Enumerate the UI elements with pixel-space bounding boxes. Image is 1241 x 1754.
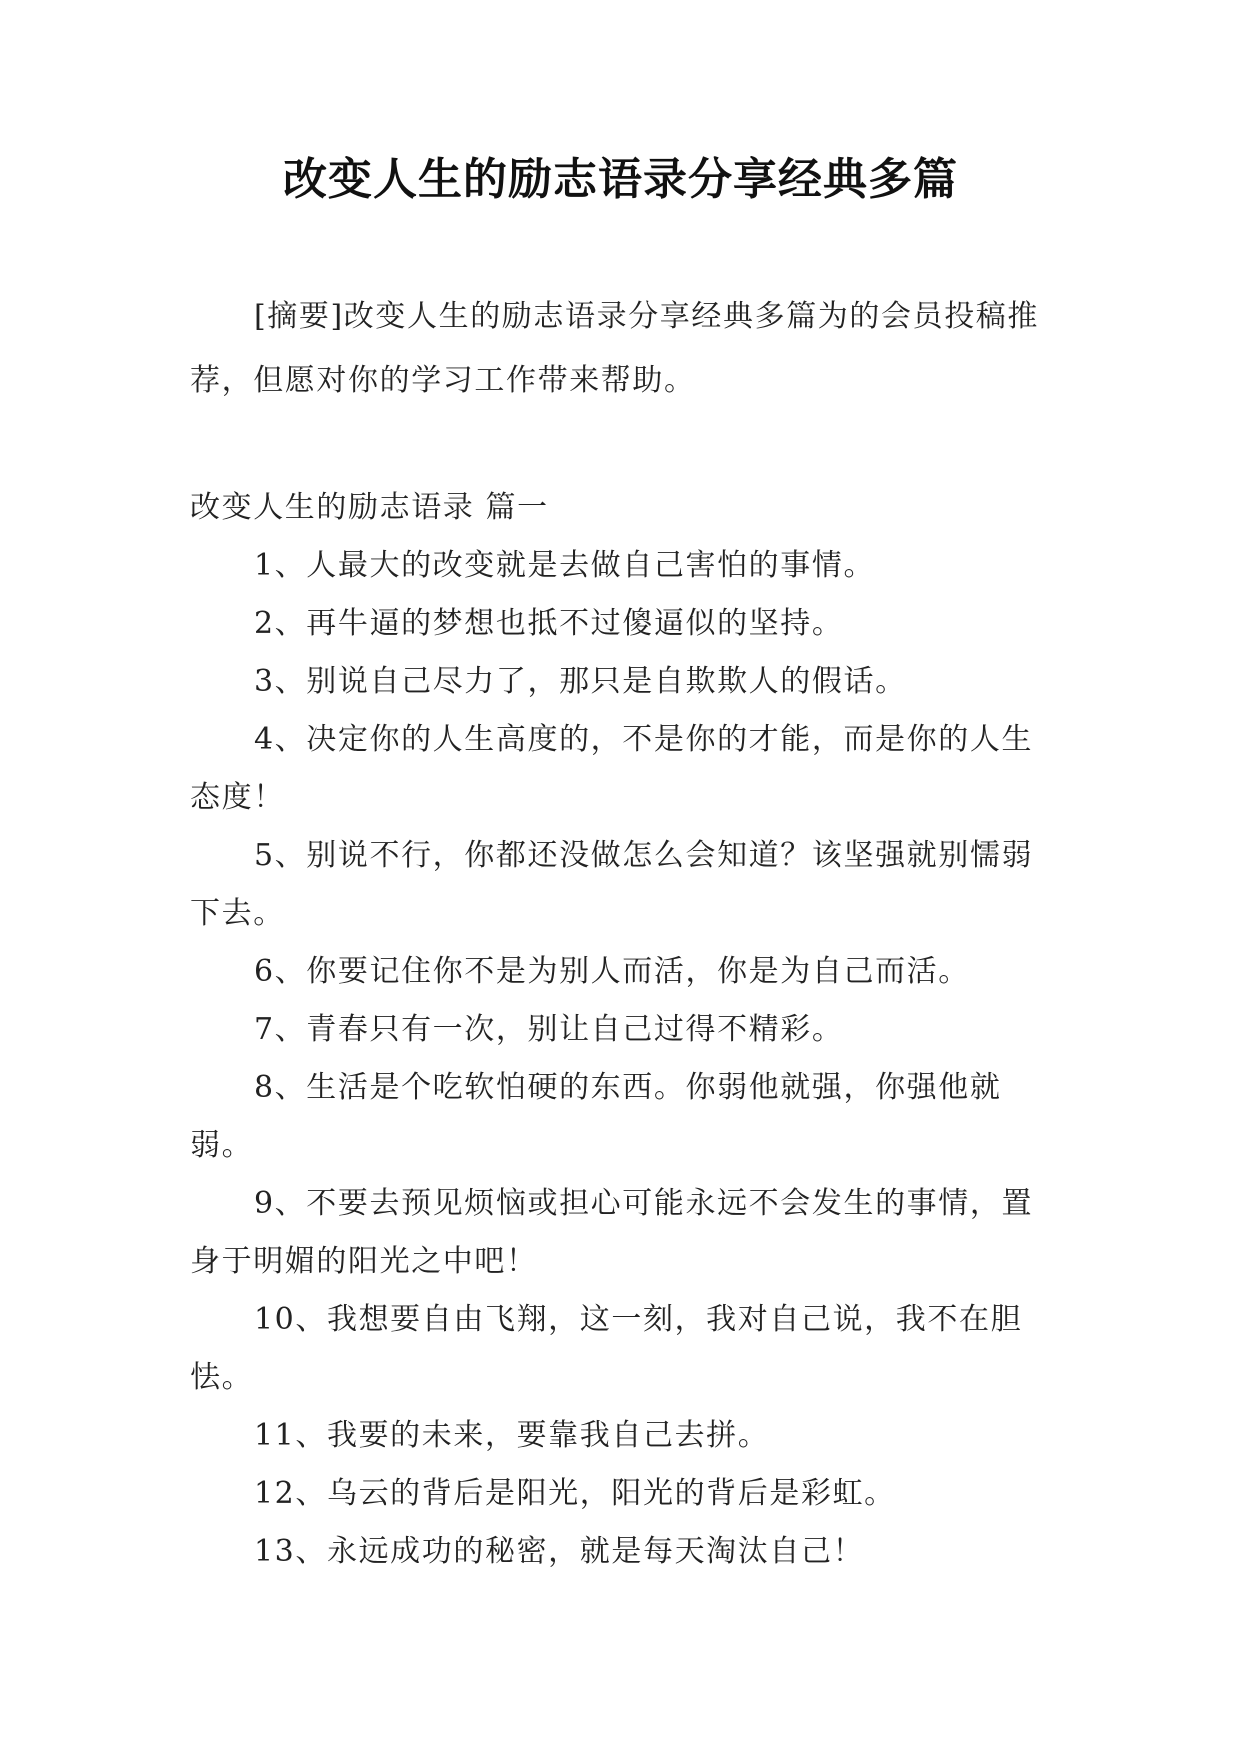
quote-item: 5、别说不行，你都还没做怎么会知道？该坚强就别懦弱下去。 <box>190 838 1034 931</box>
quote-item: 11、我要的未来，要靠我自己去拼。 <box>254 1418 770 1453</box>
quote-item: 10、我想要自由飞翔，这一刻，我对自己说，我不在胆怯。 <box>190 1302 1023 1395</box>
abstract-paragraph: [摘要]改变人生的励志语录分享经典多篇为的会员投稿推荐，但愿对你的学习工作带来帮助。 <box>190 299 1040 398</box>
document-body <box>190 285 1052 1581</box>
quote-list <box>190 537 1052 1581</box>
quote-item: 1、人最大的改变就是去做自己害怕的事情。 <box>254 548 876 583</box>
section-heading: 改变人生的励志语录 篇一 <box>190 490 549 525</box>
quote-item: 8、生活是个吃软怕硬的东西。你弱他就强，你强他就弱。 <box>190 1070 1002 1163</box>
quote-item: 3、别说自己尽力了，那只是自欺欺人的假话。 <box>254 664 907 699</box>
quote-item: 4、决定你的人生高度的，不是你的才能，而是你的人生态度！ <box>190 722 1034 815</box>
quote-item: 6、你要记住你不是为别人而活，你是为自己而活。 <box>254 954 970 989</box>
quote-item: 13、永远成功的秘密，就是每天淘汰自己！ <box>254 1534 865 1569</box>
document-title: 改变人生的励志语录分享经典多篇 <box>283 154 958 205</box>
quote-item: 7、青春只有一次，别让自己过得不精彩。 <box>254 1012 844 1047</box>
quote-item: 12、乌云的背后是阳光，阳光的背后是彩虹。 <box>254 1476 896 1511</box>
quote-item: 9、不要去预见烦恼或担心可能永远不会发生的事情，置身于明媚的阳光之中吧！ <box>190 1186 1034 1279</box>
quote-item: 2、再牛逼的梦想也抵不过傻逼似的坚持。 <box>254 606 844 641</box>
